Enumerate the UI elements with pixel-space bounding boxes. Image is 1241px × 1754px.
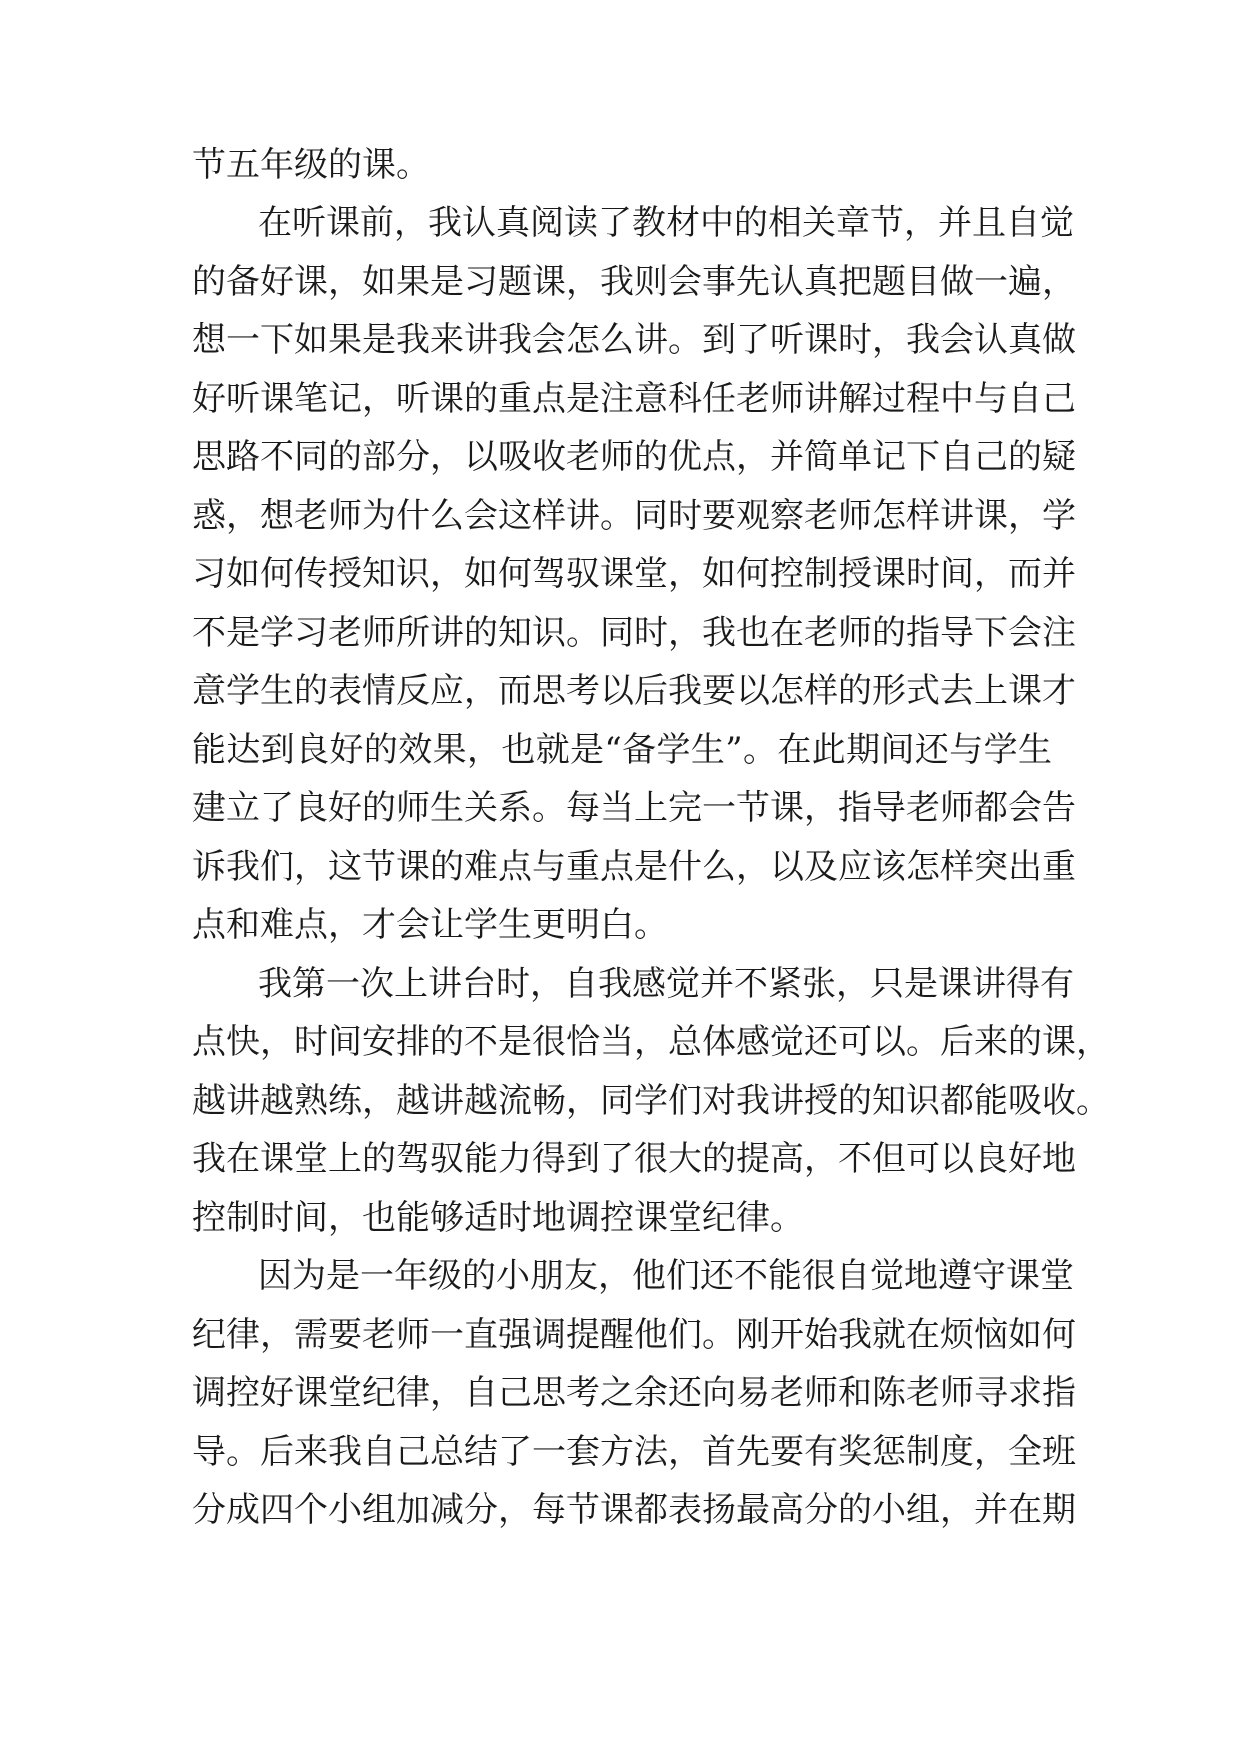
text-line: 诉我们，这节课的难点与重点是什么，以及应该怎样突出重 <box>192 847 1076 887</box>
text-line: 不是学习老师所讲的知识。同时，我也在老师的指导下会注 <box>192 613 1076 653</box>
text-line: 控制时间，也能够适时地调控课堂纪律。 <box>192 1198 804 1238</box>
text-line: 点快，时间安排的不是很恰当，总体感觉还可以。后来的课， <box>192 1022 1110 1062</box>
text-line: 调控好课堂纪律，自己思考之余还向易老师和陈老师寻求指 <box>192 1373 1076 1413</box>
text-line: 我第一次上讲台时，自我感觉并不紧张，只是课讲得有 <box>258 964 1074 1004</box>
text-line: 能达到良好的效果，也就是“备学生”。在此期间还与学生 <box>192 730 1052 770</box>
text-line: 导。后来我自己总结了一套方法，首先要有奖惩制度，全班 <box>192 1432 1076 1472</box>
text-line: 想一下如果是我来讲我会怎么讲。到了听课时，我会认真做 <box>192 320 1076 360</box>
text-line: 建立了良好的师生关系。每当上完一节课，指导老师都会告 <box>192 788 1076 828</box>
text-line: 点和难点，才会让学生更明白。 <box>192 905 668 945</box>
text-line: 习如何传授知识，如何驾驭课堂，如何控制授课时间，而并 <box>192 554 1076 594</box>
text-line: 惑，想老师为什么会这样讲。同时要观察老师怎样讲课，学 <box>192 496 1076 536</box>
text-line: 节五年级的课。 <box>192 145 430 185</box>
text-line: 越讲越熟练，越讲越流畅，同学们对我讲授的知识都能吸收。 <box>192 1081 1110 1121</box>
text-line: 意学生的表情反应，而思考以后我要以怎样的形式去上课才 <box>192 671 1076 711</box>
text-line: 分成四个小组加减分，每节课都表扬最高分的小组，并在期 <box>192 1490 1076 1530</box>
text-line: 在听课前，我认真阅读了教材中的相关章节，并且自觉 <box>258 203 1074 243</box>
text-line: 纪律，需要老师一直强调提醒他们。刚开始我就在烦恼如何 <box>192 1315 1076 1355</box>
text-line: 因为是一年级的小朋友，他们还不能很自觉地遵守课堂 <box>258 1256 1074 1296</box>
text-line: 的备好课，如果是习题课，我则会事先认真把题目做一遍， <box>192 262 1076 302</box>
text-line: 我在课堂上的驾驭能力得到了很大的提高，不但可以良好地 <box>192 1139 1076 1179</box>
text-line: 好听课笔记，听课的重点是注意科任老师讲解过程中与自己 <box>192 379 1076 419</box>
text-line: 思路不同的部分，以吸收老师的优点，并简单记下自己的疑 <box>192 437 1076 477</box>
